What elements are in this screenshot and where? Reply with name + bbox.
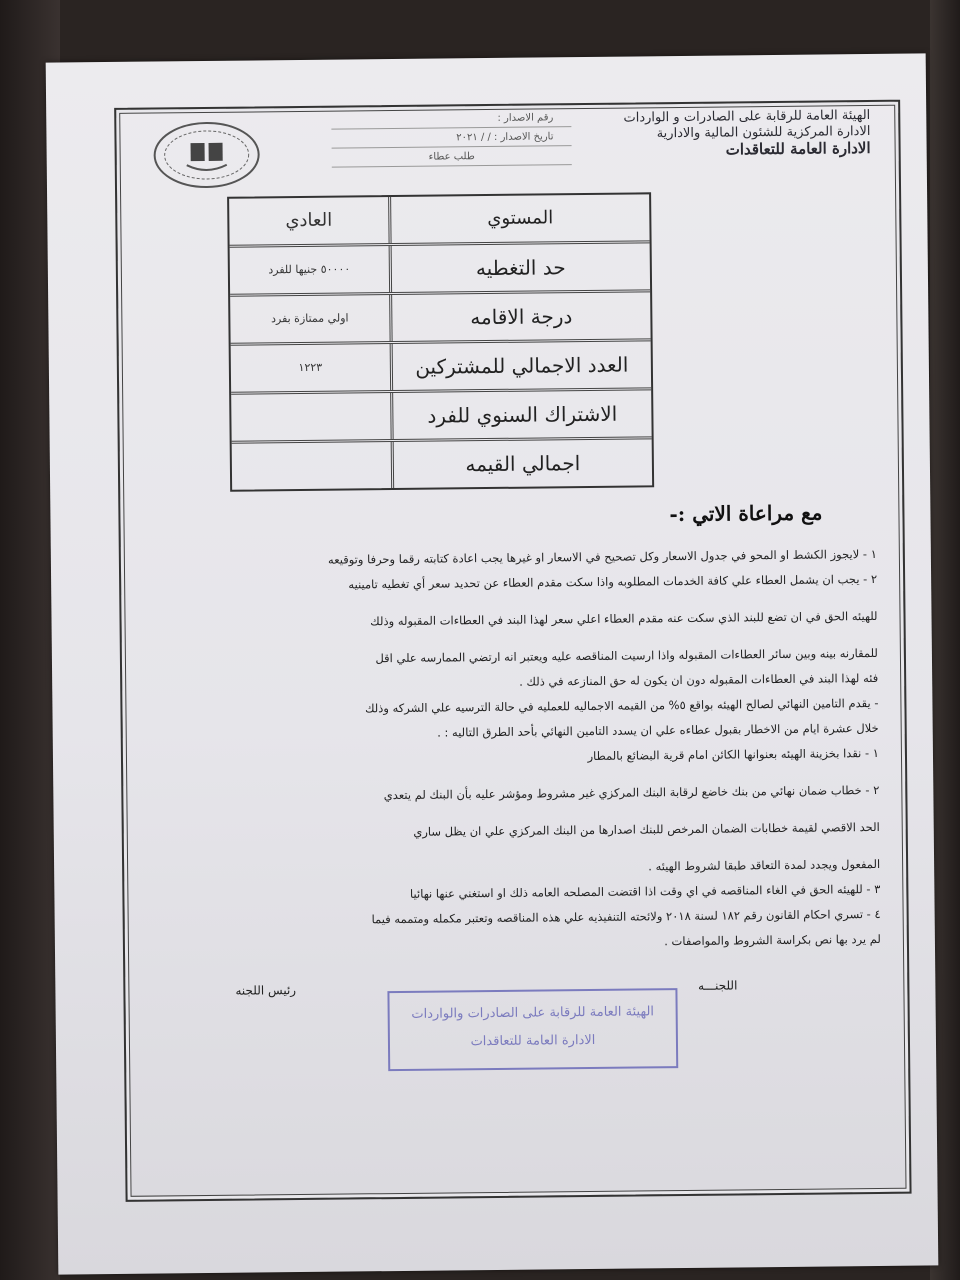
document-frame — [114, 100, 911, 1202]
table-label: المستوي — [388, 194, 650, 243]
note-line: المفعول ويجدد لمدة التعاقد طبقا لشروط الهيئه . — [648, 856, 881, 874]
table-row — [229, 194, 649, 247]
note-line: ٣ - للهيئه الحق في الغاء المناقصه في اي وقت اذا اقتضت المصلحه العامه ذلك او استغني عنها نهائيا — [409, 881, 881, 901]
org-line-3: الادارة العامة للتعاقدات — [725, 139, 871, 159]
note-line: للهيئه الحق في ان تضع للبند الذي سكت عنه مقدم العطاء اعلي سعر لهذا البند في العطاءات المقبوله وذلك — [370, 608, 878, 629]
table-row — [230, 243, 650, 296]
table-value: ١٢٢٣ — [298, 360, 323, 375]
note-line: فئه لهذا البند في العطاءات المقبوله دون ان يكون له حق المنازعه في ذلك . — [519, 670, 879, 689]
org-line-2: الادارة المركزية للشئون المالية والادارية — [656, 124, 871, 142]
table-row — [230, 292, 650, 345]
note-line: ١ - لايجوز الكشط او المحو في جدول الاسعار وكل تصحيح في الاسعار او غيرها يجب اعادة كتابته رقما وحرفا وتوقيعه — [327, 546, 877, 567]
table-label: العدد الاجمالي للمشتركين — [390, 341, 652, 390]
notes-heading: مع مراعاة الاتي :- — [669, 500, 823, 527]
ref-number: رقم الاصدار : — [331, 111, 571, 130]
note-line: - يقدم التامين النهائي لصالح الهيئه بواقع ٥% من القيمه الاجماليه للعمليه في حالة الترسيه علي الشركه وذلك — [364, 695, 879, 716]
coverage-table — [227, 192, 654, 491]
table-label: اجمالي القيمه — [391, 439, 653, 488]
note-line: للمقارنه بينه وبين سائر العطاءات المقبوله واذا ارسيت المناقصه عليه ويعتبر انه ارتضي الممارسه علي اقل — [375, 645, 878, 666]
table-label: درجة الاقامه — [389, 292, 651, 341]
reference-block — [331, 111, 572, 171]
table-row — [232, 439, 652, 489]
note-line: الحد الاقصي لقيمة خطابات الضمان المرخص للبنك اصدارها من البنك المركزي علي ان يظل ساري — [413, 819, 880, 839]
org-line-1: الهيئة العامة للرقابة على الصادرات و الواردات — [623, 108, 871, 126]
note-line: ٢ - خطاب ضمان نهائي من بنك خاضع لرقابة البنك المركزي غير مشروط ومؤشر عليه بأن البنك لم يتعدي — [383, 782, 880, 803]
emblem-seal-icon — [146, 118, 267, 191]
table-row — [231, 341, 651, 394]
table-value — [231, 393, 390, 441]
form-title: طلب عطاء — [332, 149, 572, 168]
stamp-line-1: الهيئة العامة للرقابة على الصادرات والواردات — [411, 1004, 655, 1022]
organization-header — [570, 108, 870, 159]
official-stamp — [387, 988, 678, 1071]
committee-signature: اللجنـــه — [697, 978, 738, 993]
note-line: ٢ - يجب ان يشمل العطاء علي كافة الخدمات المطلوبه واذا سكت مقدم العطاء عن تحديد سعر أي تغطيه تامينيه — [348, 571, 878, 592]
committee-head-signature: رئيس اللجنه — [235, 983, 297, 998]
table-value: اولي ممتازة بفرد — [270, 311, 349, 326]
table-label: حد التغطيه — [388, 243, 650, 292]
note-line: لم يرد بها نص بكراسة الشروط والمواصفات . — [664, 931, 881, 949]
table-value: ٥٠٠٠٠ جنيها للفرد — [268, 262, 351, 277]
ref-date: تاريخ الاصدار : / / ٢٠٢١ — [331, 130, 571, 149]
table-value: العادي — [285, 209, 333, 232]
note-line: ١ - نقدا بخزينة الهيئه بعنوانها الكائن امام قرية البضائع بالمطار — [587, 745, 880, 764]
notes-body — [147, 542, 881, 960]
document-page — [46, 53, 939, 1274]
stamp-line-2: الادارة العامة للتعاقدات — [470, 1032, 596, 1050]
table-row — [231, 390, 651, 443]
table-label: الاشتراك السنوي للفرد — [390, 390, 652, 439]
note-line: خلال عشرة ايام من الاخطار بقبول عطاءه علي ان يسدد التامين النهائي بأحد الطرق التاليه : . — [437, 720, 879, 740]
note-line: ٤ - تسري احكام القانون رقم ١٨٢ لسنة ٢٠١٨ ولائحته التنفيذيه علي هذه المناقصه وتعتبر مكمله ومتممه فيما — [371, 906, 881, 927]
table-value — [232, 442, 391, 490]
